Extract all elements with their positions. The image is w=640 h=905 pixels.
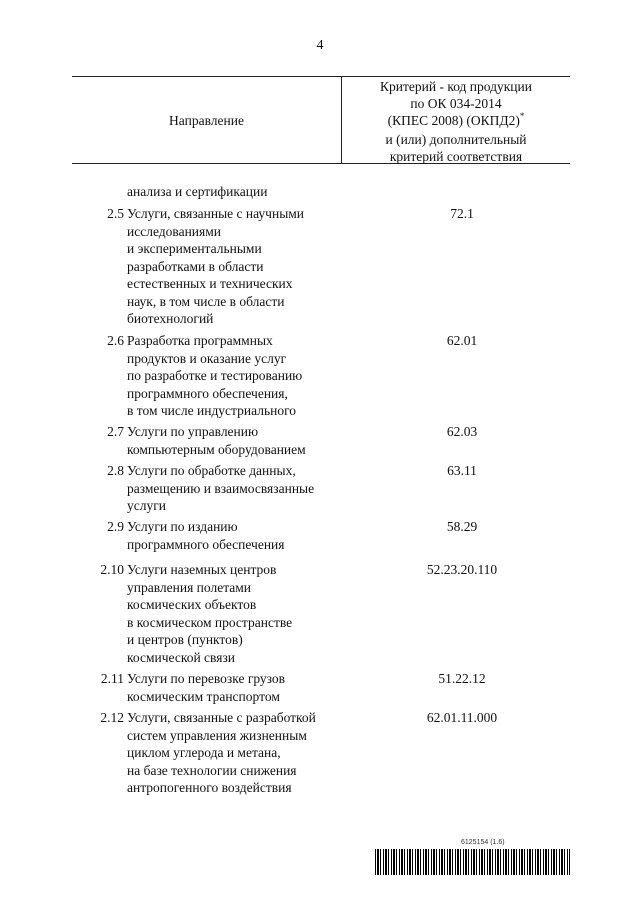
row-direction-line: исследованиями (127, 223, 221, 239)
row-direction-line: космической связи (127, 649, 236, 665)
row-direction (127, 332, 342, 420)
row-number: 2.10 (100, 562, 124, 577)
row-direction-line: программного обеспечения, (127, 385, 288, 401)
header-criterion-line: по ОК 034-2014 (410, 96, 502, 111)
row-direction-line: и экспериментальными (127, 241, 262, 256)
row-direction-line: Услуги по изданию (127, 519, 238, 534)
row-direction-line: систем управления жизненным (127, 727, 307, 743)
row-direction (127, 709, 342, 797)
row-direction-line: услуги (127, 498, 166, 513)
header-criterion-line: критерий соответствия (389, 149, 523, 164)
row-number: 2.11 (100, 671, 124, 686)
row-direction-line: на базе технологии снижения (127, 762, 297, 778)
row-code: 72.1 (450, 206, 474, 221)
row-direction-line: космических объектов (127, 597, 257, 612)
row-direction-line: биотехнологий (127, 311, 214, 326)
row-code: 62.03 (446, 424, 478, 439)
row-code: 58.29 (446, 519, 478, 534)
row-code: 52.23.20.110 (426, 562, 498, 577)
footnote-mark: * (519, 111, 525, 121)
barcode-label: 6125154 (1.6) (461, 839, 505, 846)
row-direction-line: компьютерным оборудованием (127, 441, 306, 457)
table-top-rule (72, 76, 570, 77)
row-direction-line: наук, в том числе в области (127, 293, 285, 309)
page-number: 4 (316, 38, 324, 53)
barcode-image (375, 849, 570, 875)
row-direction-line: Услуги, связанные с разработкой (127, 710, 316, 725)
row-direction-line: программного обеспечения (127, 536, 285, 552)
row-number: 2.9 (107, 519, 124, 534)
row-direction-line: Услуги, связанные с научными (127, 206, 305, 221)
row-direction-line: космическим транспортом (127, 688, 280, 704)
row-direction-line: по разработке и тестированию (127, 368, 303, 383)
row-direction-line: Услуги наземных центров (127, 562, 277, 577)
row-direction (127, 423, 342, 458)
row-direction (127, 205, 342, 328)
header-criterion-line: и (или) дополнительный (385, 132, 527, 147)
header-criterion-line: Критерий - код продукции (380, 79, 532, 94)
row-direction-line: антропогенного воздействия (127, 780, 292, 795)
row-code: 62.01.11.000 (426, 710, 498, 725)
header-criterion-line: (КПЕС 2008) (ОКПД2)* (387, 111, 525, 128)
row-code: 51.22.12 (438, 671, 486, 686)
header-criterion (342, 78, 570, 165)
row-direction-line: разработками в области (127, 258, 264, 274)
header-direction: Направление (169, 113, 244, 128)
row-direction-line: естественных и технических (127, 276, 293, 291)
row-code: 63.11 (447, 463, 477, 478)
row-number: 2.7 (107, 424, 124, 439)
row-direction-line: Разработка программных (127, 333, 273, 348)
row-direction-line: продуктов и оказание услуг (127, 350, 287, 366)
continuation-text: анализа и сертификации (127, 184, 268, 199)
row-direction-line: и центров (пунктов) (127, 632, 243, 647)
row-number: 2.5 (107, 206, 124, 221)
row-direction (127, 670, 342, 705)
row-direction-line: Услуги по обработке данных, (127, 463, 296, 478)
row-direction-line: Услуги по перевозке грузов (127, 671, 286, 686)
row-code: 62.01 (446, 333, 478, 348)
row-number: 2.12 (100, 710, 124, 725)
row-direction (127, 462, 342, 515)
row-direction-line: в космическом пространстве (127, 614, 293, 630)
row-direction (127, 518, 342, 553)
row-direction-line: циклом углерода и метана, (127, 745, 281, 760)
row-direction-line: размещению и взаимосвязанные (127, 480, 315, 496)
row-direction-line: управления полетами (127, 579, 252, 595)
row-direction-line: в том числе индустриального (127, 403, 297, 418)
row-number: 2.8 (107, 463, 124, 478)
row-direction (127, 561, 342, 666)
row-direction-line: Услуги по управлению (127, 424, 259, 439)
row-number: 2.6 (107, 333, 124, 348)
